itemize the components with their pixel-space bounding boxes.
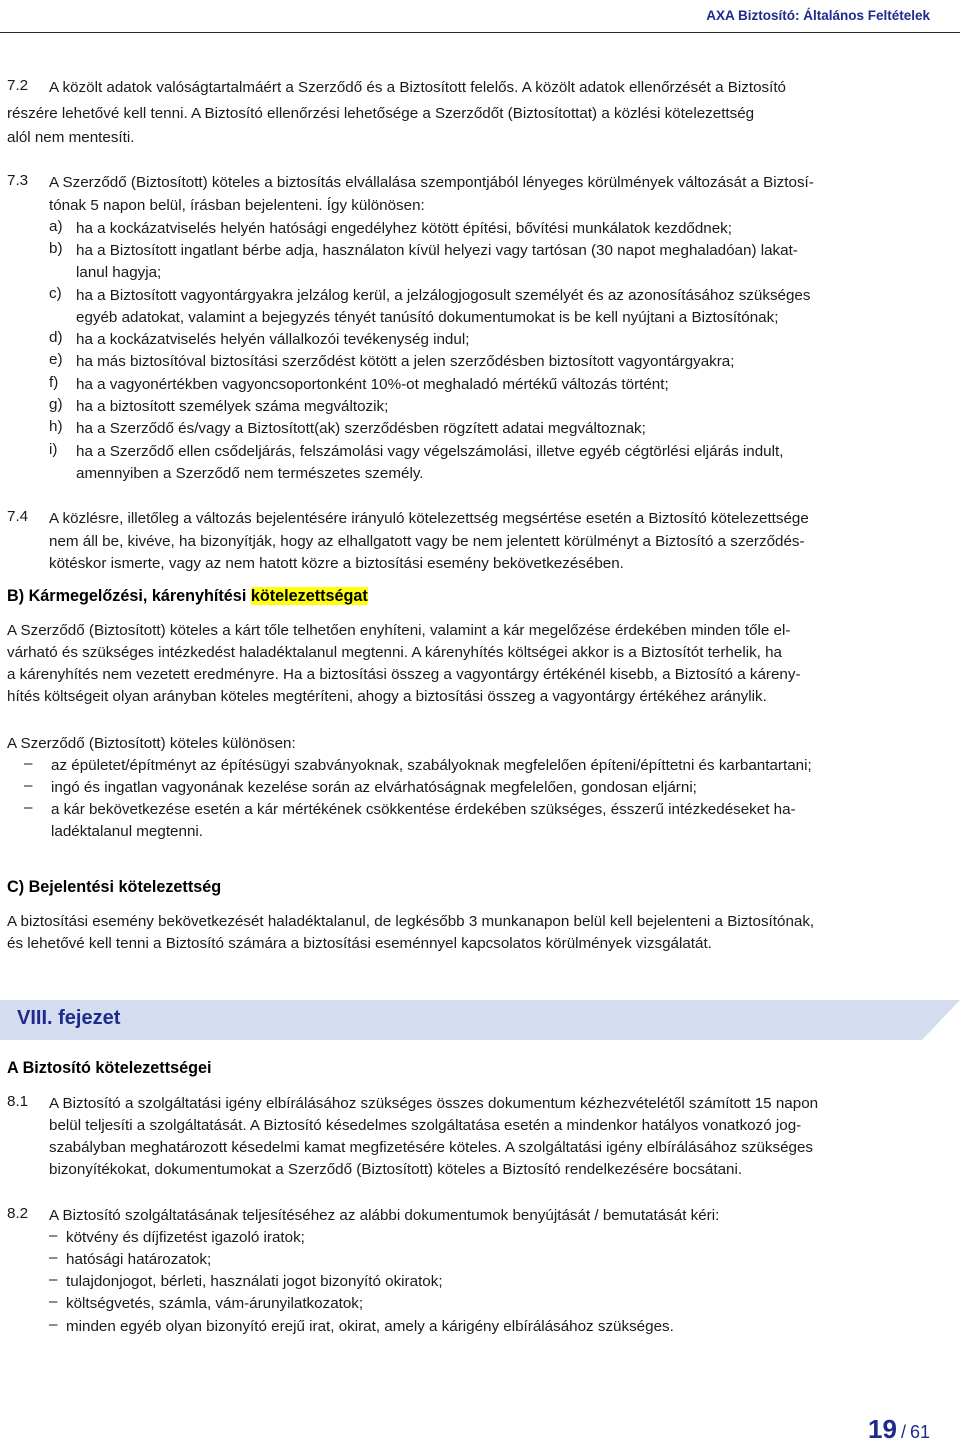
list-item: ha a vagyonértékben vagyoncsoportonként 10%-ot meghaladó mértékű változás történt; <box>76 376 669 393</box>
text-line: és lehetővé kell tenni a Biztosító számára a biztosítási eseménnyel kapcsolatos körülmények vizsgálatát. <box>7 935 712 952</box>
text-line: A Szerződő (Biztosított) köteles különösen: <box>7 735 296 752</box>
list-item: ha a kockázatviselés helyén hatósági engedélyhez kötött építési, bővítési munkálatok kezdődnek; <box>76 220 732 237</box>
text-line: A Biztosító a szolgáltatási igény elbírálásához szükséges összes dokumentum kézhezvételétől számított 15 napon <box>49 1095 819 1112</box>
list-item: egyéb adatokat, valamint a bejegyzés tényét tanúsító dokumentumokat is be kell nyújtani a Biztosítónak; <box>76 309 779 326</box>
page-separator: / <box>900 1422 906 1442</box>
highlighted-text: kötelezettségat <box>250 587 368 605</box>
list-label: i) <box>49 441 58 458</box>
list-label: e) <box>49 351 63 368</box>
list-label: d) <box>49 329 63 346</box>
page-current: 19 <box>868 1414 897 1444</box>
list-item: ha más biztosítóval biztosítási szerződést kötött a jelen szerződésben biztosított vagyontárgyakra; <box>76 353 735 370</box>
section-heading-viii: A Biztosító kötelezettségei <box>7 1059 212 1077</box>
text-line: a kárenyhítés nem vezetett eredményre. Ha a biztosítási összeg a vagyontárgy értékénél kisebb, a Biztosító a káreny- <box>7 666 801 683</box>
list-item: ladéktalanul megtenni. <box>51 823 203 840</box>
list-item: lanul hagyja; <box>76 264 162 281</box>
text-line: kötéskor ismerte, vagy az nem hatott közre a biztosítási esemény bekövetkezésében. <box>49 555 624 572</box>
list-item: hatósági határozatok; <box>66 1251 212 1268</box>
dash-bullet: – <box>49 1271 58 1288</box>
section-heading-b <box>7 585 368 607</box>
section-number: 8.2 <box>7 1205 29 1222</box>
text-line: alól nem mentesíti. <box>7 129 135 146</box>
text-line: belül teljesíti a szolgáltatását. A Biztosító késedelmes szolgáltatása esetén a mindenkor hatályos vonatkozó jog- <box>49 1117 802 1134</box>
text-line: A biztosítási esemény bekövetkezését haladéktalanul, de legkésőbb 3 munkanapon belül kell bejelenteni a Biztosítónak, <box>7 913 815 930</box>
dash-bullet: – <box>49 1227 58 1244</box>
list-item: tulajdonjogot, bérleti, használati jogot bizonyító okiratok; <box>66 1273 443 1290</box>
list-item: amennyiben a Szerződő nem természetes személy. <box>76 465 424 482</box>
dash-bullet: – <box>49 1293 58 1310</box>
list-item: költségvetés, számla, vám-árunyilatkozatok; <box>66 1295 364 1312</box>
text-line: A közölt adatok valóságtartalmáért a Szerződő és a Biztosított felelős. A közölt adatok ellenőrzését a Biztosító <box>49 79 786 96</box>
list-label: a) <box>49 218 63 235</box>
text-line: szabályban meghatározott késedelmi kamat megfizetésére köteles. A szolgáltatási igény elbírálásához szükséges <box>49 1139 814 1156</box>
text-line: A Biztosító szolgáltatásának teljesítéséhez az alábbi dokumentumok benyújtását / bemutatását kéri: <box>49 1207 720 1224</box>
dash-bullet: – <box>24 755 33 772</box>
list-item: ha a Szerződő és/vagy a Biztosított(ak) szerződésben rögzített adatai megváltoznak; <box>76 420 646 437</box>
heading-text: B) Kármegelőzési, kárenyhítési <box>7 587 251 605</box>
list-item: ha a kockázatviselés helyén vállalkozói tevékenység indul; <box>76 331 470 348</box>
dash-bullet: – <box>49 1316 58 1333</box>
document-title: AXA Biztosító: Általános Feltételek <box>706 8 930 23</box>
list-item: kötvény és díjfizetést igazoló iratok; <box>66 1229 305 1246</box>
text-line: A Szerződő (Biztosított) köteles a biztosítás elvállalása szempontjából lényeges körülmények változását a Biztosí- <box>49 174 814 191</box>
text-line: várható és szükséges intézkedést haladéktalanul megtenni. A kárenyhítés költségei akkor is a Biztosítót terhelik, ha <box>7 644 782 661</box>
list-item: ha a Biztosított vagyontárgyakra jelzálog kerül, a jelzálogjogosult személyét és az azonosításához szükséges <box>76 287 811 304</box>
page-number <box>868 1414 930 1445</box>
list-item: ha a Biztosított ingatlant bérbe adja, használaton kívül helyezi vagy tartósan (30 napot meghaladóan) lakat- <box>76 242 798 259</box>
list-label: f) <box>49 374 59 391</box>
text-line: hítés költségeit olyan arányban köteles megtéríteni, ahogy a biztosítási összeg a vagyontárgy értékéhez aránylik. <box>7 688 767 705</box>
text-line: nem áll be, kivéve, ha bizonyítják, hogy az elhallgatott vagy be nem jelentett körülményt a Biztosító a szerződés- <box>49 533 805 550</box>
text-line: bizonyítékokat, dokumentumokat a Szerződő (Biztosított) köteles a Biztosító rendelkezésére bocsátani. <box>49 1161 743 1178</box>
list-item: a kár bekövetkezése esetén a kár mértékének csökkentése érdekében szükséges, ésszerű intézkedéseket ha- <box>51 801 796 818</box>
section-number: 7.4 <box>7 508 29 525</box>
chapter-banner <box>0 1000 960 1040</box>
page-header <box>0 0 960 33</box>
list-item: ha a Szerződő ellen csődeljárás, felszámolási vagy végelszámolási, illetve egyéb cégtörlési eljárás indult, <box>76 443 784 460</box>
list-item: ha a biztosított személyek száma megváltozik; <box>76 398 389 415</box>
list-item: az épületet/építményt az építésügyi szabványoknak, szabályoknak megfelelően építeni/építtetni és karbantartani; <box>51 757 812 774</box>
list-label: g) <box>49 396 63 413</box>
text-line: részére lehetővé kell tenni. A Biztosító ellenőrzési lehetősége a Szerződőt (Biztosítottat) a közlési kötelezettség <box>7 105 755 122</box>
chapter-band-shape <box>0 1000 960 1040</box>
section-number: 7.3 <box>7 172 29 189</box>
chapter-title: VIII. fejezet <box>17 1007 121 1029</box>
dash-bullet: – <box>24 799 33 816</box>
section-heading-c: C) Bejelentési kötelezettség <box>7 878 222 896</box>
dash-bullet: – <box>49 1249 58 1266</box>
list-label: h) <box>49 418 63 435</box>
list-label: c) <box>49 285 62 302</box>
list-item: ingó és ingatlan vagyonának kezelése során az elvárhatóságnak megfelelően, gondosan eljárni; <box>51 779 697 796</box>
text-line: A közlésre, illetőleg a változás bejelentésére irányuló kötelezettség megsértése esetén a Biztosító kötelezettsége <box>49 510 809 527</box>
page-total: 61 <box>909 1422 930 1442</box>
text-line: tónak 5 napon belül, írásban bejelenteni. Így különösen: <box>49 197 425 214</box>
section-number: 8.1 <box>7 1093 29 1110</box>
section-number: 7.2 <box>7 77 29 94</box>
list-item: minden egyéb olyan bizonyító erejű irat, okirat, amely a kárigény elbírálásához szükséges. <box>66 1318 674 1335</box>
dash-bullet: – <box>24 777 33 794</box>
list-label: b) <box>49 240 63 257</box>
text-line: A Szerződő (Biztosított) köteles a kárt tőle telhetően enyhíteni, valamint a kár megelőzése érdekében minden tőle el- <box>7 622 791 639</box>
